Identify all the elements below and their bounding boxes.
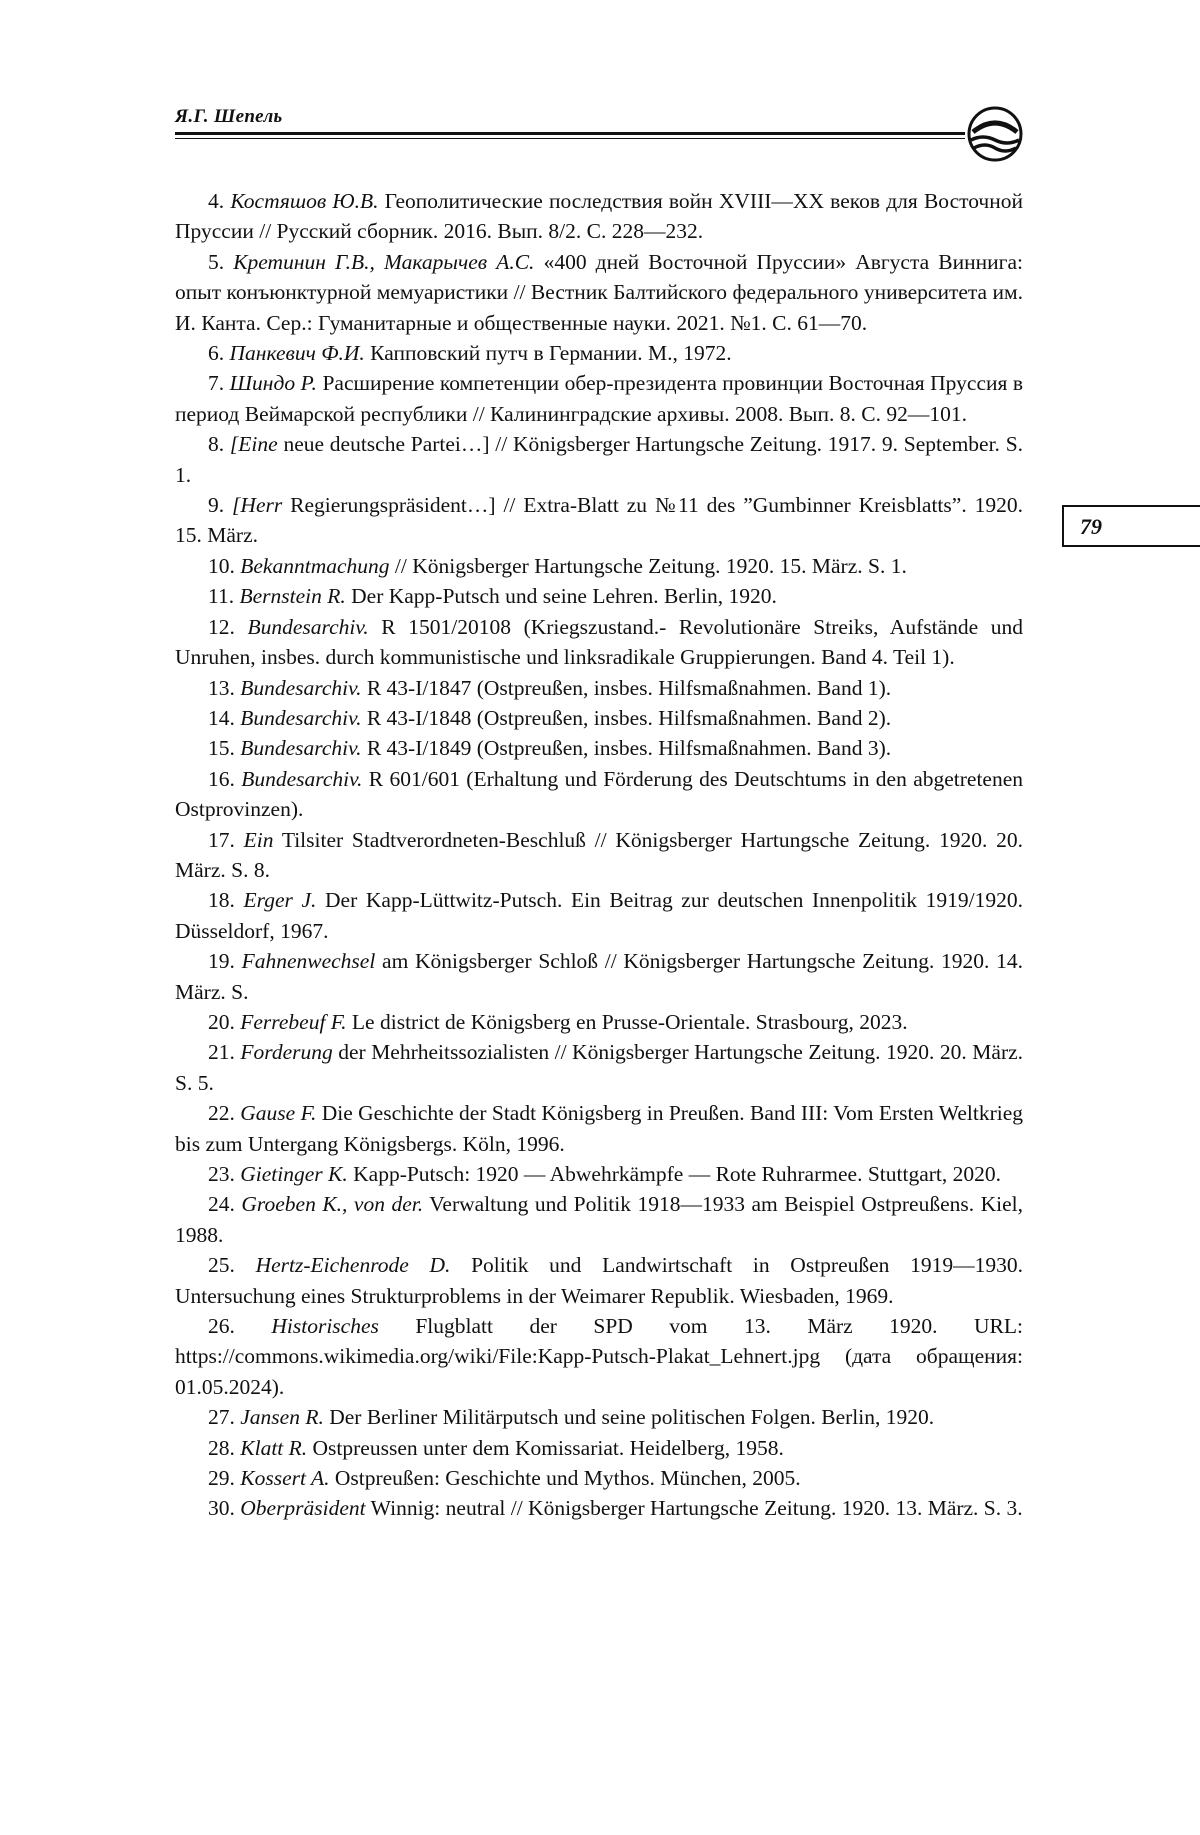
reference-number: 23. bbox=[208, 1162, 235, 1186]
reference-item bbox=[175, 885, 1023, 946]
reference-author: Костяшов Ю.В. bbox=[230, 189, 379, 213]
reference-text: Le district de Königsberg en Prusse-Orientale. Strasbourg, 2023. bbox=[351, 1009, 908, 1034]
reference-text: Der Kapp-Putsch und seine Lehren. Berlin, 1920. bbox=[351, 584, 777, 609]
reference-author: Erger J. bbox=[243, 888, 317, 913]
reference-item bbox=[175, 1007, 1023, 1037]
reference-author: Forderung bbox=[240, 1040, 333, 1065]
reference-text: R 43-I/1849 (Ostpreußen, insbes. Hilfsmaßnahmen. Band 3). bbox=[366, 736, 892, 761]
page-number: 79 bbox=[1080, 514, 1102, 539]
reference-author: [Eine bbox=[229, 432, 278, 457]
reference-text: «400 дней Восточной Пруссии» Августа Виннига: опыт конъюнктурной мемуаристики // Вестник Балтийского федерального университета им. И. Канта. Сер.: Гуманитарные и общественные науки. 2021. №1. С. 61—70. bbox=[175, 249, 1024, 335]
reference-item bbox=[175, 1250, 1023, 1311]
reference-number: 29. bbox=[208, 1466, 235, 1491]
reference-author: Gause F. bbox=[240, 1101, 317, 1126]
reference-item bbox=[175, 612, 1023, 673]
running-header bbox=[175, 104, 1025, 144]
reference-item bbox=[175, 1159, 1023, 1189]
reference-text: am Königsberger Schloß // Königsberger Hartungsche Zeitung. 1920. 14. März. S. bbox=[175, 949, 1023, 1004]
reference-author: Ein bbox=[243, 827, 274, 852]
reference-text: Der Berliner Militärputsch und seine politischen Folgen. Berlin, 1920. bbox=[329, 1405, 935, 1430]
reference-item bbox=[175, 1098, 1023, 1159]
reference-text: Regierungspräsident…] // Extra-Blatt zu №11 des ”Gumbinner Kreisblatts”. 1920. 15. März. bbox=[175, 493, 1023, 548]
reference-text: Tilsiter Stadtverordneten-Beschluß // Königsberger Hartungsche Zeitung. 1920. 20. März. S. 8. bbox=[175, 827, 1023, 882]
reference-item bbox=[175, 581, 1023, 611]
reference-number: 16. bbox=[208, 766, 235, 791]
reference-number: 12. bbox=[208, 614, 235, 639]
header-author: Я.Г. Шепель bbox=[175, 106, 283, 127]
reference-item bbox=[175, 368, 1023, 429]
reference-number: 14. bbox=[208, 705, 235, 730]
reference-author: Bundesarchiv. bbox=[241, 766, 363, 791]
reference-number: 22. bbox=[208, 1101, 235, 1126]
reference-item bbox=[175, 946, 1023, 1007]
reference-author: Bekanntmachung bbox=[240, 553, 390, 578]
reference-item bbox=[175, 186, 1023, 247]
reference-text: R 601/601 (Erhaltung und Förderung des Deutschtums in den abgetretenen Ostprovinzen). bbox=[175, 766, 1024, 822]
header-rule-thin bbox=[175, 138, 965, 139]
reference-number: 10. bbox=[208, 553, 235, 578]
reference-number: 27. bbox=[208, 1405, 235, 1430]
reference-item bbox=[175, 1189, 1023, 1250]
reference-number: 25. bbox=[208, 1253, 235, 1278]
page-number-box bbox=[1062, 505, 1200, 547]
reference-text: R 43-I/1847 (Ostpreußen, insbes. Hilfsmaßnahmen. Band 1). bbox=[366, 675, 892, 700]
reference-number: 20. bbox=[208, 1009, 235, 1034]
reference-author: Hertz-Eichenrode D. bbox=[255, 1253, 451, 1278]
reference-text: Verwaltung und Politik 1918—1933 am Beispiel Ostpreußens. Kiel, 1988. bbox=[175, 1192, 1024, 1247]
reference-author: Oberpräsident bbox=[240, 1496, 366, 1521]
reference-author: Fahnenwechsel bbox=[241, 949, 376, 974]
reference-item bbox=[175, 825, 1023, 886]
reference-item bbox=[175, 1433, 1023, 1463]
reference-author: Klatt R. bbox=[240, 1435, 308, 1460]
reference-item bbox=[175, 1037, 1023, 1098]
reference-author: Gietinger K. bbox=[240, 1162, 348, 1186]
reference-author: Ferrebeuf F. bbox=[240, 1009, 347, 1034]
reference-author: Groeben K., von der. bbox=[241, 1192, 424, 1217]
reference-author: Шиндо Р. bbox=[229, 371, 317, 396]
reference-item bbox=[175, 1402, 1023, 1432]
reference-text: R 1501/20108 (Kriegszustand.- Revolutionäre Streiks, Aufstände und Unruhen, insbes. durch kommunistische und linksradikale Gruppierungen. Band 4. Teil 1). bbox=[175, 614, 1024, 670]
reference-author: Bundesarchiv. bbox=[240, 675, 362, 700]
reference-list bbox=[175, 186, 1023, 1524]
reference-number: 5. bbox=[208, 249, 225, 274]
reference-author: Bundesarchiv. bbox=[240, 736, 362, 761]
reference-number: 4. bbox=[208, 189, 225, 213]
reference-number: 15. bbox=[208, 736, 235, 761]
reference-text: Расширение компетенции обер-президента провинции Восточная Пруссия в период Веймарской республики // Калининградские архивы. 2008. Вып. 8. С. 92—101. bbox=[175, 371, 1024, 426]
reference-number: 30. bbox=[208, 1496, 235, 1521]
reference-text: der Mehrheitssozialisten // Königsberger Hartungsche Zeitung. 1920. 20. März. S. 5. bbox=[175, 1040, 1024, 1095]
reference-item bbox=[175, 673, 1023, 703]
header-rule-thick bbox=[175, 132, 965, 135]
reference-number: 17. bbox=[208, 827, 235, 852]
reference-author: Jansen R. bbox=[240, 1405, 324, 1430]
reference-author: Кретинин Г.В., Макарычев А.С. bbox=[233, 249, 535, 274]
reference-text: Winnig: neutral // Königsberger Hartungsche Zeitung. 1920. 13. März. S. 3. bbox=[370, 1496, 1023, 1521]
reference-number: 26. bbox=[208, 1314, 235, 1339]
reference-number: 13. bbox=[208, 675, 235, 700]
reference-number: 6. bbox=[208, 341, 225, 366]
reference-text: Flugblatt der SPD vom 13. März 1920. URL: https://commons.wikimedia.org/wiki/File:Kapp-Putsch-Plakat_Lehnert.jpg (дата обращения: 01.05.2024). bbox=[175, 1314, 1024, 1399]
reference-text: R 43-I/1848 (Ostpreußen, insbes. Hilfsmaßnahmen. Band 2). bbox=[366, 705, 892, 730]
reference-item bbox=[175, 764, 1023, 825]
reference-number: 8. bbox=[208, 432, 225, 457]
reference-item bbox=[175, 247, 1023, 338]
reference-text: Геополитические последствия войн XVIII—XX веков для Восточной Пруссии // Русский сборник. 2016. Вып. 8/2. С. 228—232. bbox=[175, 189, 1023, 244]
reference-text: Ostpreussen unter dem Komissariat. Heidelberg, 1958. bbox=[312, 1435, 784, 1460]
reference-item bbox=[175, 490, 1023, 551]
reference-item bbox=[175, 1463, 1023, 1493]
reference-number: 7. bbox=[208, 371, 225, 396]
reference-text: Капповский путч в Германии. М., 1972. bbox=[370, 341, 732, 366]
reference-item bbox=[175, 551, 1023, 581]
reference-author: Kossert A. bbox=[240, 1466, 330, 1491]
reference-text: Kapp-Putsch: 1920 — Abwehrkämpfe — Rote Ruhrarmee. Stuttgart, 2020. bbox=[353, 1162, 1002, 1186]
reference-author: Bundesarchiv. bbox=[240, 705, 362, 730]
reference-text: // Königsberger Hartungsche Zeitung. 1920. 15. März. S. 1. bbox=[394, 553, 907, 578]
reference-number: 11. bbox=[208, 584, 235, 609]
reference-author: Bernstein R. bbox=[239, 584, 346, 609]
reference-text: Ostpreußen: Geschichte und Mythos. München, 2005. bbox=[334, 1466, 801, 1491]
reference-author: Панкевич Ф.И. bbox=[229, 341, 365, 366]
reference-number: 21. bbox=[208, 1040, 235, 1065]
reference-item bbox=[175, 1493, 1023, 1523]
reference-number: 9. bbox=[208, 493, 225, 518]
reference-text: Der Kapp-Lüttwitz-Putsch. Ein Beitrag zur deutschen Innenpolitik 1919/1920. Düsseldorf, 1967. bbox=[175, 888, 1024, 943]
reference-author: Historisches bbox=[271, 1314, 379, 1339]
reference-number: 24. bbox=[208, 1192, 235, 1217]
reference-item bbox=[175, 733, 1023, 763]
reference-author: [Herr bbox=[232, 493, 283, 518]
reference-number: 28. bbox=[208, 1435, 235, 1460]
reference-number: 18. bbox=[208, 888, 235, 913]
reference-item bbox=[175, 703, 1023, 733]
journal-wave-logo-icon bbox=[965, 104, 1025, 164]
reference-text: Politik und Landwirtschaft in Ostpreußen 1919—1930. Untersuchung eines Strukturproblems in der Weimarer Republik. Wiesbaden, 1969. bbox=[175, 1253, 1023, 1308]
reference-author: Bundesarchiv. bbox=[247, 614, 369, 639]
reference-number: 19. bbox=[208, 949, 235, 974]
reference-text: neue deutsche Partei…] // Königsberger Hartungsche Zeitung. 1917. 9. September. S. 1. bbox=[175, 432, 1024, 487]
reference-item bbox=[175, 1311, 1023, 1402]
reference-item bbox=[175, 429, 1023, 490]
reference-item bbox=[175, 338, 1023, 368]
reference-text: Die Geschichte der Stadt Königsberg in Preußen. Band III: Vom Ersten Weltkrieg bis zum Untergang Königsbergs. Köln, 1996. bbox=[175, 1101, 1024, 1156]
